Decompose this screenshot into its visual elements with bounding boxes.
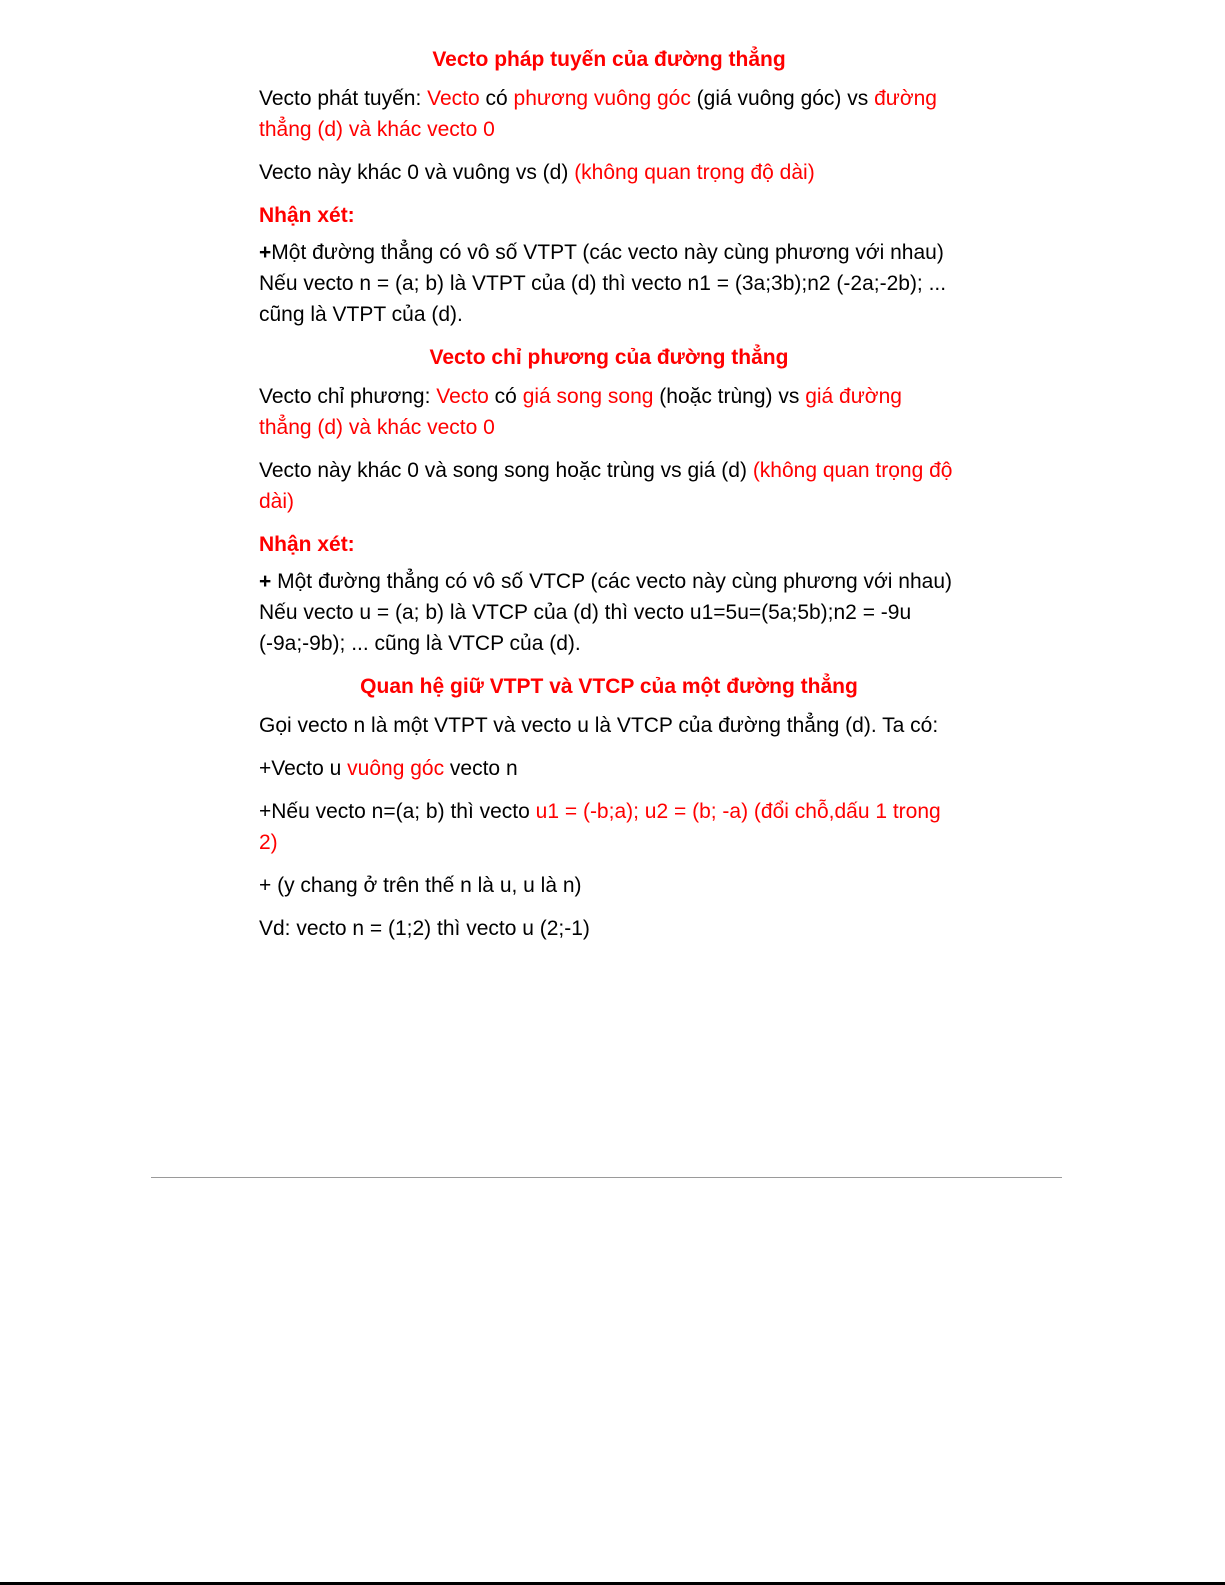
text-run: +Vecto u xyxy=(259,757,348,780)
paragraph-direction-vector-note xyxy=(259,455,959,517)
highlight-text: (không quan trọng độ dài) xyxy=(259,459,953,513)
paragraph-conversion-rule xyxy=(259,796,959,858)
text-run: có xyxy=(479,87,514,110)
highlight-text: giá song song xyxy=(522,385,654,408)
highlight-text: vuông góc xyxy=(347,757,445,780)
section-title-relationship: Quan hệ giữ VTPT và VTCP của một đường thẳng xyxy=(360,675,858,698)
paragraph-example: Vd: vecto n = (1;2) thì vecto u (2;-1) xyxy=(259,917,590,940)
highlight-text: Vecto xyxy=(427,87,480,110)
paragraph-vice-versa: + (y chang ở trên thế n là u, u là n) xyxy=(259,874,582,897)
text-run: Vecto chỉ phương: xyxy=(259,385,437,408)
paragraph-relationship-intro: Gọi vecto n là một VTPT và vecto u là VTCP của đường thẳng (d). Ta có: xyxy=(259,714,939,737)
text-run: Một đường thẳng có vô số VTCP (các vecto này cùng phương với nhau) Nếu vecto u = (a; b) là VTCP của (d) thì vecto u1=5u=(5a;5b);n2 = -9u (-9a;-9b); ... cũng là VTCP của (d). xyxy=(259,570,952,655)
section-title-normal-vector: Vecto pháp tuyến của đường thẳng xyxy=(432,48,786,71)
highlight-text: đường thẳng (d) và khác vecto 0 xyxy=(259,87,937,141)
text-run: vecto n xyxy=(444,757,518,780)
remark-heading: Nhận xét: xyxy=(259,204,355,227)
text-run: có xyxy=(488,385,523,408)
text-run: Vecto phát tuyến: xyxy=(259,87,428,110)
highlight-text: giá đường thẳng (d) và khác vecto 0 xyxy=(259,385,902,439)
highlight-text: u1 = (-b;a); u2 = (b; -a) (đổi chỗ,dấu 1 trong 2) xyxy=(259,800,941,854)
highlight-text: phương vuông góc xyxy=(513,87,691,110)
text-run: (giá vuông góc) vs xyxy=(690,87,875,110)
paragraph-perpendicular xyxy=(259,753,959,784)
text-run: Vecto này khác 0 và song song hoặc trùng vs giá (d) xyxy=(259,459,753,482)
paragraph-direction-vector-remark xyxy=(259,566,959,659)
paragraph-normal-vector-note xyxy=(259,157,959,188)
highlight-text: Vecto xyxy=(436,385,489,408)
text-run: (hoặc trùng) vs xyxy=(653,385,806,408)
document-body xyxy=(259,44,959,956)
plus-sign: + xyxy=(259,570,272,593)
remark-heading: Nhận xét: xyxy=(259,533,355,556)
text-run: Một đường thẳng có vô số VTPT (các vecto này cùng phương với nhau) Nếu vecto n = (a; b) là VTPT của (d) thì vecto n1 = (3a;3b);n2 (-2a;-2b); ... cũng là VTPT của (d). xyxy=(259,241,947,326)
paragraph-direction-vector-definition xyxy=(259,381,959,443)
highlight-text: (không quan trọng độ dài) xyxy=(574,161,815,184)
section-title-direction-vector: Vecto chỉ phương của đường thẳng xyxy=(429,346,789,369)
plus-sign: + xyxy=(259,241,272,264)
paragraph-normal-vector-remark xyxy=(259,237,959,330)
page-divider xyxy=(151,1177,1062,1178)
text-run: Vecto này khác 0 và vuông vs (d) xyxy=(259,161,575,184)
text-run: +Nếu vecto n=(a; b) thì vecto xyxy=(259,800,536,823)
paragraph-normal-vector-definition xyxy=(259,83,959,145)
